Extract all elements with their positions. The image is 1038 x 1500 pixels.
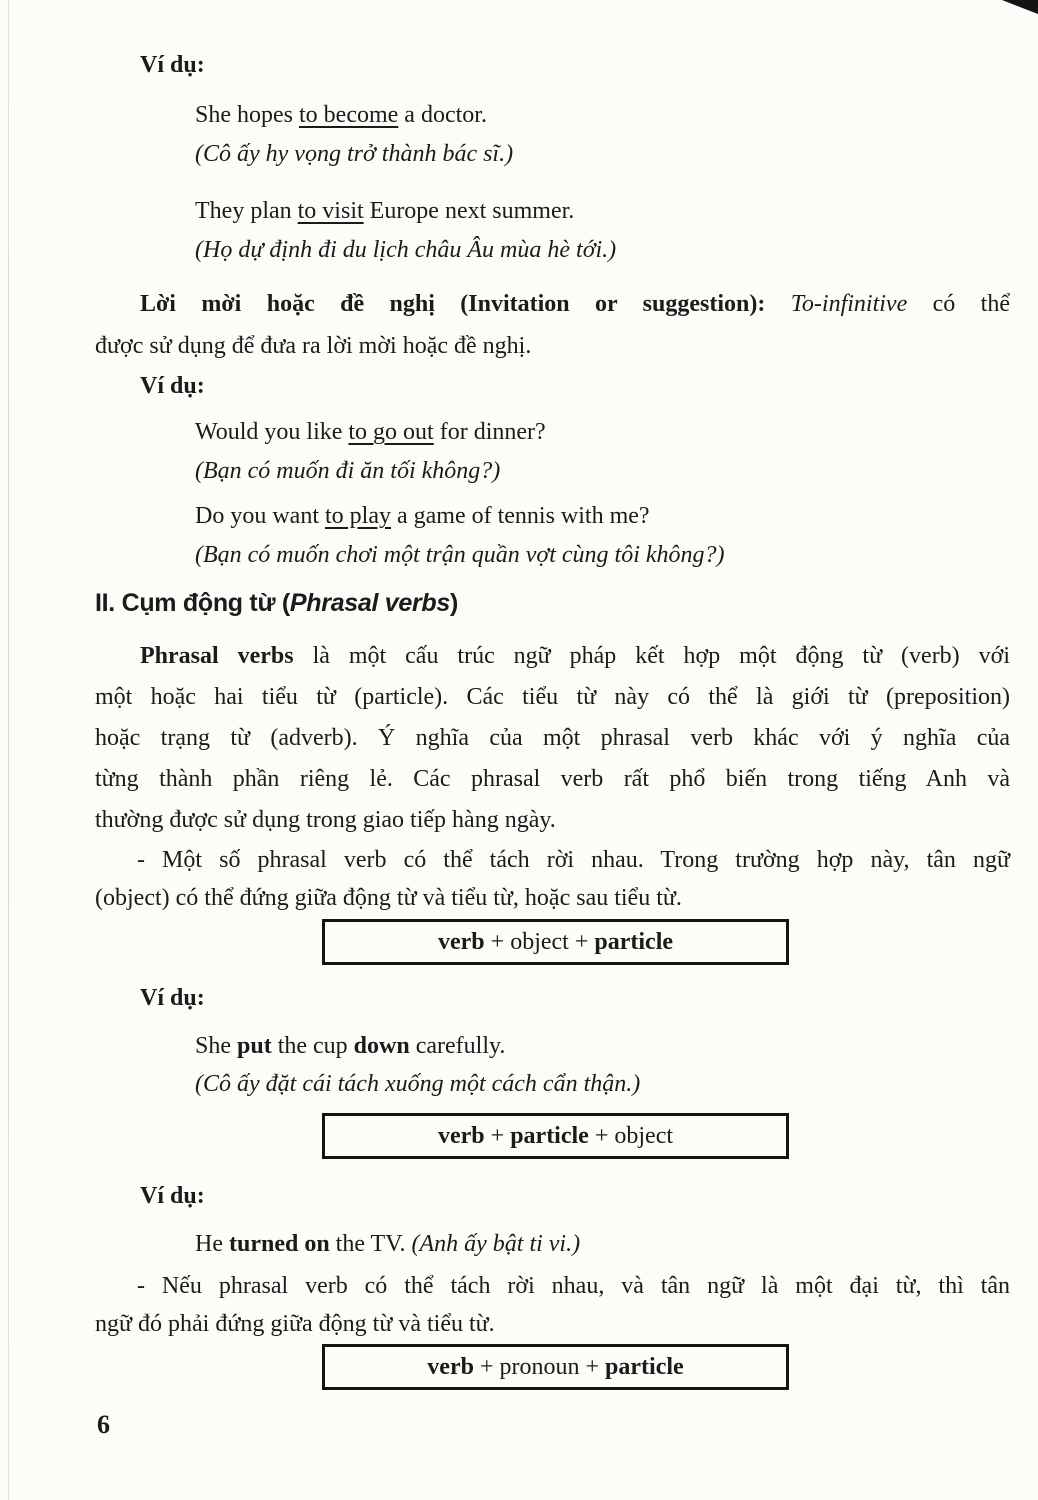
example-label: Ví dụ: [140, 985, 205, 1011]
paragraph-line: ngữ đó phải đứng giữa động từ và tiểu từ. [95, 1311, 495, 1337]
formula-word: verb [427, 1354, 474, 1380]
translation: (Bạn có muốn chơi một trận quần vợt cùng tôi không?) [195, 542, 725, 568]
separable-note-paragraph [95, 841, 1010, 917]
example-sentence [195, 1027, 1010, 1065]
plus-sign: + [484, 1123, 511, 1149]
heading-text: ) [450, 589, 459, 617]
bold-phrasal-verb: turned on [228, 1231, 330, 1257]
underlined-phrase: to play [324, 503, 391, 529]
phrasal-intro-paragraph [95, 636, 1010, 841]
paragraph-line: (object) có thể đứng giữa động từ và tiểu từ, hoặc sau tiểu từ. [95, 885, 682, 911]
heading-italic: Phrasal verbs [289, 589, 451, 617]
paragraph-line: một hoặc hai tiểu từ (particle). Các tiểu từ này có thể là giới từ (preposition) [95, 684, 1010, 710]
sentence-text: the TV. [329, 1231, 412, 1257]
formula-box-verb-pronoun-particle [322, 1344, 789, 1390]
sentence-text: She [195, 1033, 237, 1059]
paragraph-line [95, 636, 1010, 677]
example-sentence [195, 497, 1010, 536]
example-sentence [195, 96, 1010, 135]
formula-word: verb [437, 1123, 485, 1149]
example-sentence [195, 413, 1010, 452]
paragraph-line: - Nếu phrasal verb có thể tách rời nhau, và tân ngữ là một đại từ, thì tân [137, 1273, 1010, 1299]
page-number: 6 [97, 1410, 110, 1439]
translation: (Cô ấy hy vọng trở thành bác sĩ.) [195, 141, 514, 167]
formula-box-verb-object-particle [322, 919, 789, 965]
paragraph-line: thường được sử dụng trong giao tiếp hàng ngày. [95, 807, 556, 833]
sentence-text: a game of tennis with me? [390, 503, 650, 529]
paragraph-line: hoặc trạng từ (adverb). Ý nghĩa của một phrasal verb khác với ý nghĩa của [95, 725, 1010, 751]
sentence-text: He [195, 1231, 229, 1257]
translation: (Cô ấy đặt cái tách xuống một cách cẩn thận.) [195, 1071, 641, 1097]
pronoun-note-paragraph [95, 1267, 1010, 1343]
paragraph-text: có thể [907, 291, 1011, 317]
sentence-text: They plan [195, 198, 298, 224]
translation: (Bạn có muốn đi ăn tối không?) [195, 458, 501, 484]
example-label: Ví dụ: [140, 1183, 205, 1209]
underlined-phrase: to visit [297, 198, 364, 224]
underlined-phrase: to become [299, 102, 399, 128]
example-label: Ví dụ: [140, 373, 205, 399]
example-sentence [195, 1225, 1010, 1263]
formula-box-verb-particle-object [322, 1113, 789, 1159]
formula-word: particle [510, 1123, 589, 1149]
bold-verb: put [237, 1033, 272, 1059]
example-pair [195, 497, 1010, 575]
sentence-text: Europe next summer. [363, 198, 575, 224]
example-pair [195, 413, 1010, 491]
example-label: Ví dụ: [140, 52, 205, 78]
example-pair [195, 96, 1010, 174]
bold-particle: down [353, 1033, 410, 1059]
term-bold: Phrasal verbs [140, 643, 294, 669]
formula-word: verb [437, 929, 485, 955]
plus-sign: + [568, 929, 595, 955]
example-pair [195, 1027, 1010, 1103]
plus-sign: + [588, 1123, 615, 1149]
plus-sign: + [484, 929, 511, 955]
plus-sign: + [473, 1354, 500, 1380]
formula-word: particle [594, 929, 674, 955]
paragraph-line [95, 283, 1010, 325]
plus-sign: + [579, 1354, 606, 1380]
sentence-text: Would you like [195, 419, 349, 445]
paragraph-line: - Một số phrasal verb có thể tách rời nhau. Trong trường hợp này, tân ngữ [137, 847, 1010, 873]
formula-word: object [614, 1123, 674, 1149]
formula-word: pronoun [499, 1354, 580, 1380]
page-content [95, 0, 1010, 1390]
paragraph-text: là một cấu trúc ngữ pháp kết hợp một động từ (verb) với [293, 643, 1010, 669]
sentence-text: Do you want [195, 503, 325, 529]
sentence-text: for dinner? [433, 419, 546, 445]
example-pair [195, 192, 1010, 270]
term-italic: To-infinitive [790, 291, 908, 317]
formula-word: object [510, 929, 569, 955]
paragraph-heading: Lời mời hoặc đề nghị (Invitation or suggestion): [140, 291, 791, 317]
heading-text: II. Cụm động từ ( [95, 589, 290, 617]
paragraph-line: từng thành phần riêng lẻ. Các phrasal verb rất phổ biến trong tiếng Anh và [95, 766, 1010, 792]
translation-inline: (Anh ấy bật ti vi.) [411, 1231, 581, 1257]
sentence-text: the cup [271, 1033, 354, 1059]
underlined-phrase: to go out [348, 419, 434, 445]
page-edge-line [8, 0, 9, 1500]
invitation-paragraph [95, 283, 1010, 367]
example-sentence [195, 192, 1010, 231]
sentence-text: a doctor. [398, 102, 487, 128]
section-heading [95, 587, 1010, 619]
sentence-text: She hopes [195, 102, 299, 128]
paragraph-line: được sử dụng để đưa ra lời mời hoặc đề nghị. [95, 333, 532, 359]
formula-word: particle [605, 1354, 684, 1380]
sentence-text: carefully. [409, 1033, 506, 1059]
translation: (Họ dự định đi du lịch châu Âu mùa hè tới.) [195, 237, 617, 263]
